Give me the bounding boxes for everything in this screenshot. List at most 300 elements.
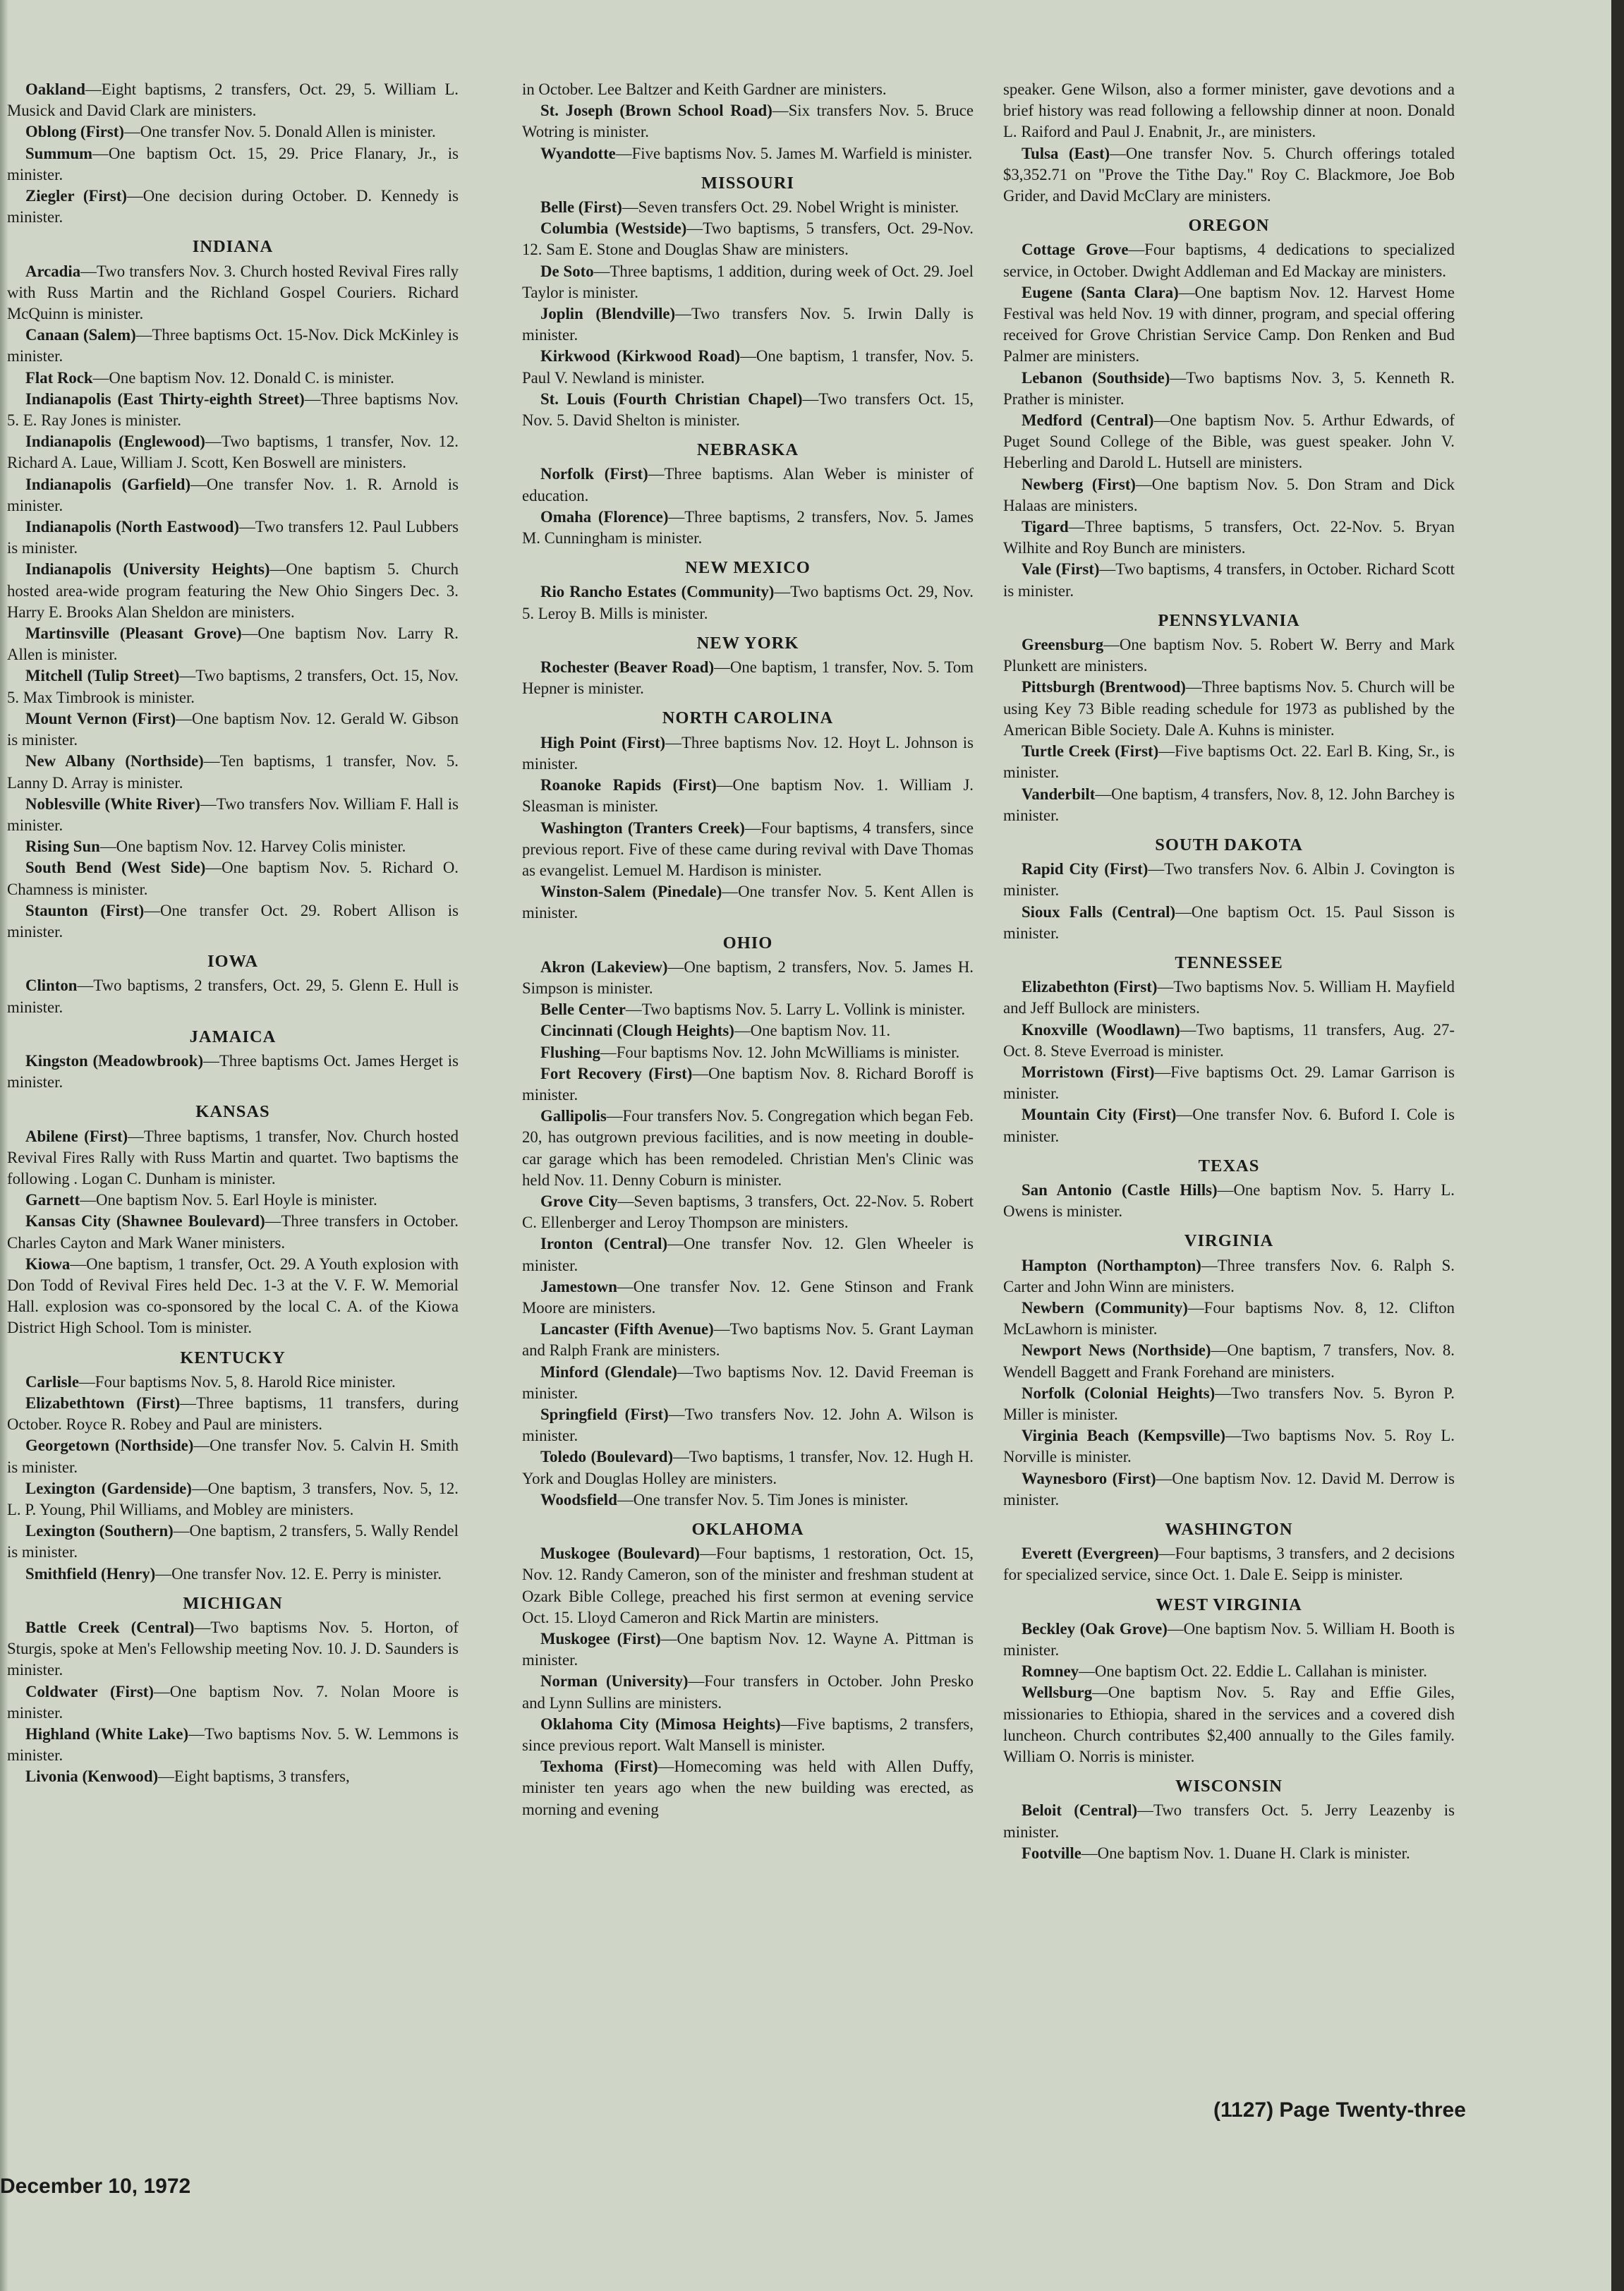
church-entry: [7, 623, 459, 665]
church-entry: [1003, 1661, 1455, 1682]
church-name: Elizabethtown (First): [25, 1394, 181, 1412]
column-3: [1003, 79, 1455, 1864]
entry-details: —One transfer Nov. 5. Kent Allen is minister.: [522, 883, 974, 922]
state-heading: TEXAS: [1198, 1156, 1260, 1175]
entry-details: —Two baptisms Nov. 5. Roy L. Norville is minister.: [1003, 1427, 1455, 1466]
state-heading: MICHIGAN: [183, 1593, 283, 1613]
church-name: Winston-Salem (Pinedale): [540, 883, 722, 901]
church-entry: [522, 657, 974, 699]
entry-details: —Two transfers Nov. 5. Irwin Dally is minister.: [522, 305, 974, 344]
entry-details: —One transfer Nov. 1. R. Arnold is minister.: [7, 475, 459, 514]
church-name: Clinton: [25, 977, 78, 995]
church-name: Newport News (Northside): [1022, 1341, 1211, 1360]
church-name: Oklahoma City (Mimosa Heights): [540, 1715, 781, 1733]
church-name: Morristown (First): [1022, 1063, 1155, 1081]
state-heading: OKLAHOMA: [691, 1520, 804, 1539]
state-heading: JAMAICA: [189, 1027, 277, 1046]
church-entry: [7, 261, 459, 325]
church-name: Hampton (Northampton): [1022, 1256, 1201, 1274]
entry-details: —One transfer Nov. 5. Calvin H. Smith is minister.: [7, 1437, 459, 1476]
entry-details: —Two baptisms Nov. 5. Grant Layman and Ralph Frank are ministers.: [522, 1320, 974, 1360]
church-entry: [7, 900, 459, 943]
church-name: Virginia Beach (Kempsville): [1022, 1427, 1225, 1445]
church-name: Kingston (Meadowbrook): [25, 1051, 204, 1070]
entry-details: —One baptism Nov. Larry R. Allen is minister.: [7, 624, 459, 664]
page-number: (1127) Page Twenty-three: [1213, 2098, 1466, 2122]
entry-details: —Three transfers Nov. 6. Ralph S. Carter and John Winn are ministers.: [1003, 1256, 1455, 1295]
church-name: Vale (First): [1022, 560, 1100, 579]
entry-details: —Two transfers Nov. 5. Byron P. Miller is minister.: [1003, 1384, 1455, 1423]
church-name: Oakland: [25, 80, 85, 98]
church-name: Pittsburgh (Brentwood): [1022, 678, 1186, 696]
church-entry: [7, 325, 459, 367]
church-entry: [1003, 1682, 1455, 1767]
church-entry: [7, 1393, 459, 1435]
church-name: Abilene (First): [25, 1127, 128, 1145]
church-name: Summum: [25, 144, 93, 162]
entry-details: —Two transfers Oct. 5. Jerry Leazenby is minister.: [1003, 1801, 1455, 1841]
church-name: Rochester (Beaver Road): [540, 658, 715, 677]
church-name: Jamestown: [540, 1277, 617, 1295]
entry-details: —One baptism Nov. 12. Harvey Colis minister.: [99, 838, 406, 856]
church-name: Footville: [1022, 1844, 1081, 1862]
church-name: Sioux Falls (Central): [1022, 902, 1176, 921]
church-entry: [522, 1276, 974, 1319]
church-entry: [522, 100, 974, 143]
entry-details: —One baptism Nov. 8. Richard Boroff is minister.: [522, 1064, 974, 1104]
church-name: Lancaster (Fifth Avenue): [540, 1320, 714, 1338]
entry-details: —One baptism Nov. 12. Harvest Home Festival was held Nov. 19 with dinner, program, and special offering received for Grove Christian Service Camp. Don Renken and Bud Palmer are ministers.: [1003, 283, 1455, 365]
church-name: Lebanon (Southside): [1022, 368, 1170, 387]
church-entry: [522, 197, 974, 218]
church-entry: [7, 1766, 459, 1787]
church-name: Noblesville (White River): [25, 794, 200, 813]
church-name: Columbia (Westside): [540, 219, 687, 238]
church-entry: [1003, 1020, 1455, 1062]
church-entry: [522, 1489, 974, 1511]
entry-details: —One baptism Nov. 5. Ray and Effie Giles, missionaries to Ethiopia, shared in the services and a covered dish luncheon. Church contributes $2,400 annually to the Giles family. William O. Norris is minister.: [1003, 1684, 1455, 1766]
church-entry: [7, 1521, 459, 1563]
church-entry: [522, 1020, 974, 1041]
church-name: Joplin (Blendville): [540, 305, 676, 323]
church-name: Wellsburg: [1022, 1684, 1093, 1702]
entry-details: —One baptism, 1 transfer, Oct. 29. A Youth explosion with Don Todd of Revival Fires held Dec. 1-3 at the V. F. W. Memorial Hall. explosion was co-sponsored by the local C. A. of the Kiowa District High School. Tom is minister.: [7, 1255, 459, 1337]
church-name: Rapid City (First): [1022, 860, 1149, 878]
church-name: Indianapolis (Englewood): [25, 433, 205, 451]
church-entry: [7, 474, 459, 516]
church-name: Waynesboro (First): [1022, 1469, 1156, 1487]
entry-details: —Two baptisms Nov. 5. Horton, of Sturgis, spoke at Men's Fellowship meeting Nov. 10. J. D. Saunders is minister.: [7, 1619, 459, 1679]
entry-details: —One baptism Nov. 5. Arthur Edwards, of Puget Sound College of the Bible, was guest speaker. John V. Heberling and Darold L. Hutsell are ministers.: [1003, 411, 1455, 472]
church-name: Arcadia: [25, 262, 81, 280]
church-name: Kansas City (Shawnee Boulevard): [25, 1212, 265, 1231]
column-1: [7, 79, 459, 1788]
entry-details: —Two transfers Nov. 6. Albin J. Covington is minister.: [1003, 860, 1455, 900]
church-entry: [7, 1478, 459, 1521]
church-entry: [7, 431, 459, 473]
church-entry: [7, 665, 459, 708]
continued-entry: [522, 79, 974, 100]
entry-details: —Two transfers 12. Paul Lubbers is minister.: [7, 518, 459, 557]
church-name: Beloit (Central): [1022, 1801, 1138, 1820]
entry-details: —One transfer Nov. 5. Church offerings totaled $3,352.71 on "Prove the Tithe Day." Roy C. Blackmore, Joe Bob Grider, and David McClary are ministers.: [1003, 144, 1455, 205]
church-entry: [522, 507, 974, 549]
entry-details: —One baptism Nov. 5. Robert W. Berry and Mark Plunkett are ministers.: [1003, 636, 1455, 675]
church-entry: [522, 143, 974, 164]
church-name: Belle (First): [540, 198, 622, 217]
entry-details: —One baptism Nov. 12. David M. Derrow is minister.: [1003, 1469, 1455, 1509]
entry-details: —Seven baptisms, 3 transfers, Oct. 22-Nov. 5. Robert C. Ellenberger and Leroy Thompson are ministers.: [522, 1192, 974, 1232]
church-name: Tigard: [1022, 518, 1069, 536]
entry-details: —Three transfers in October. Charles Cayton and Mark Waner ministers.: [7, 1212, 459, 1252]
entry-details: —One transfer Nov. 12. Gene Stinson and Frank Moore are ministers.: [522, 1277, 974, 1317]
church-name: Rio Rancho Estates (Community): [540, 583, 775, 601]
church-entry: [522, 1319, 974, 1361]
church-name: St. Joseph (Brown School Road): [540, 102, 772, 120]
entry-details: —Two baptisms Nov. 3, 5. Kenneth R. Prather is minister.: [1003, 368, 1455, 408]
church-name: San Antonio (Castle Hills): [1022, 1180, 1218, 1199]
entry-details: —Two baptisms Nov. 5. Larry L. Vollink is minister.: [625, 1001, 966, 1019]
church-entry: [7, 1211, 459, 1253]
entry-details: —One transfer Nov. 5. Tim Jones is minister.: [617, 1490, 909, 1509]
church-name: South Bend (West Side): [25, 859, 206, 877]
entry-details: speaker. Gene Wilson, also a former minister, gave devotions and a brief history was read following a fellowship dinner at noon. Donald L. Raiford and Paul J. Enabnit, Jr., are ministers.: [1003, 80, 1455, 141]
state-heading: KANSAS: [195, 1102, 270, 1122]
entry-details: —Two transfers Nov. William F. Hall is minister.: [7, 794, 459, 834]
church-entry: [1003, 516, 1455, 559]
entry-details: —One baptism Oct. 22. Eddie L. Callahan is minister.: [1079, 1662, 1427, 1681]
entry-details: —Three baptisms, 11 transfers, during October. Royce R. Robey and Paul are ministers.: [7, 1394, 459, 1434]
church-entry: [1003, 143, 1455, 207]
church-name: Everett (Evergreen): [1022, 1545, 1159, 1563]
entry-details: —Three baptisms Nov. 12. Hoyt L. Johnson is minister.: [522, 733, 974, 773]
church-entry: [7, 368, 459, 389]
church-name: High Point (First): [540, 733, 666, 751]
church-name: Indianapolis (East Thirty-eighth Street): [25, 389, 305, 408]
church-name: Oblong (First): [25, 123, 124, 141]
entry-details: —Three baptisms, 5 transfers, Oct. 22-Nov. 5. Bryan Wilhite and Roy Bunch are ministers.: [1003, 518, 1455, 557]
entry-details: —Five baptisms, 2 transfers, since previous report. Walt Mansell is minister.: [522, 1715, 974, 1755]
entry-details: —One baptism, 7 transfers, Nov. 8. Wendell Baggett and Frank Forehand are ministers.: [1003, 1341, 1455, 1381]
church-entry: [522, 1671, 974, 1713]
entry-details: —One baptism, 1 transfer, Nov. 5. Tom Hepner is minister.: [522, 658, 974, 698]
entry-details: —Homecoming was held with Allen Duffy, minister ten years ago when the new building was erected, as morning and evening: [522, 1758, 974, 1818]
church-entry: [7, 1254, 459, 1339]
church-name: Wyandotte: [540, 144, 616, 162]
church-name: Martinsville (Pleasant Grove): [25, 624, 242, 643]
state-heading: MISSOURI: [701, 173, 794, 193]
church-entry: [7, 1681, 459, 1724]
entry-details: —Two baptisms Nov. 5. W. Lemmons is minister.: [7, 1725, 459, 1765]
church-name: Kirkwood (Kirkwood Road): [540, 347, 741, 365]
church-entry: [522, 1756, 974, 1820]
page-edge: [1611, 0, 1624, 2291]
church-name: Garnett: [25, 1191, 80, 1209]
state-heading: WEST VIRGINIA: [1156, 1595, 1302, 1614]
church-entry: [1003, 741, 1455, 783]
church-entry: [1003, 474, 1455, 516]
state-heading: NEBRASKA: [696, 440, 799, 460]
church-entry: [522, 464, 974, 506]
entry-details: —One baptism Nov. 1. Duane H. Clark is minister.: [1081, 1844, 1410, 1862]
church-entry: [1003, 1340, 1455, 1382]
church-entry: [1003, 977, 1455, 1019]
church-name: Muskogee (Boulevard): [540, 1545, 701, 1563]
entry-details: —Two baptisms, 2 transfers, Oct. 29, 5. Glenn E. Hull is minister.: [7, 977, 459, 1016]
church-name: Toledo (Boulevard): [540, 1448, 674, 1466]
church-name: Kiowa: [25, 1255, 71, 1273]
entry-details: in October. Lee Baltzer and Keith Gardner are ministers.: [522, 80, 887, 98]
church-entry: [7, 708, 459, 751]
entry-details: —Two baptisms, 5 transfers, Oct. 29-Nov. 12. Sam E. Stone and Douglas Shaw are ministers.: [522, 219, 974, 259]
church-name: Eugene (Santa Clara): [1022, 283, 1179, 301]
entry-details: —Two baptisms, 1 transfer, Nov. 12. Richard A. Laue, William J. Scott, Ken Boswell are ministers.: [7, 433, 459, 472]
church-entry: [522, 261, 974, 303]
church-entry: [7, 186, 459, 228]
entry-details: —Two transfers Nov. 12. John A. Wilson is minister.: [522, 1405, 974, 1445]
state-heading: NORTH CAROLINA: [662, 708, 834, 728]
entry-details: —Two baptisms Oct. 29, Nov. 5. Leroy B. Mills is minister.: [522, 583, 974, 622]
entry-details: —One baptism Oct. 15. Paul Sisson is minister.: [1003, 902, 1455, 942]
church-entry: [522, 389, 974, 431]
church-entry: [1003, 1619, 1455, 1661]
church-name: Omaha (Florence): [540, 507, 669, 526]
church-entry: [1003, 902, 1455, 944]
state-heading: VIRGINIA: [1184, 1231, 1274, 1251]
entry-details: —Three baptisms Nov. 5. Church will be using Key 73 Bible reading schedule for 1973 as published by the American Bible Society. Dale A. Kuhns is minister.: [1003, 678, 1455, 739]
entry-details: —One baptism 5. Church hosted area-wide program featuring the New Ohio Singers Dec. 3. Harry E. Brooks Alan Sheldon are ministers.: [7, 560, 459, 621]
church-name: Coldwater (First): [25, 1682, 154, 1700]
state-heading: INDIANA: [192, 237, 274, 257]
entry-details: —One transfer Oct. 29. Robert Allison is minister.: [7, 901, 459, 941]
entry-details: —One baptism, 4 transfers, Nov. 8, 12. John Barchey is minister.: [1003, 785, 1455, 824]
church-entry: [522, 1543, 974, 1628]
entry-details: —One baptism Nov. 12. Wayne A. Pittman is minister.: [522, 1630, 974, 1669]
church-name: Tulsa (East): [1022, 144, 1110, 162]
church-name: Staunton (First): [25, 901, 145, 919]
church-entry: [1003, 410, 1455, 474]
church-name: Highland (White Lake): [25, 1725, 189, 1743]
church-entry: [7, 143, 459, 186]
entry-details: —Two baptisms, 1 transfer, Nov. 12. Hugh H. York and Douglas Holley are ministers.: [522, 1448, 974, 1487]
entry-details: —Two baptisms, 11 transfers, Aug. 27-Oct. 8. Steve Everroad is minister.: [1003, 1020, 1455, 1060]
entry-details: —Five baptisms Oct. 29. Lamar Garrison is minister.: [1003, 1063, 1455, 1103]
church-name: Fort Recovery (First): [540, 1064, 693, 1082]
church-entry: [522, 1063, 974, 1106]
church-entry: [1003, 239, 1455, 282]
church-entry: [7, 389, 459, 431]
entry-details: —Three baptisms, 2 transfers, Nov. 5. James M. Cunningham is minister.: [522, 507, 974, 548]
entry-details: —Two transfers Oct. 15, Nov. 5. David Shelton is minister.: [522, 389, 974, 430]
entry-details: —One baptism, 2 transfers, Nov. 5. James H. Simpson is minister.: [522, 957, 974, 997]
state-heading: WISCONSIN: [1175, 1777, 1283, 1796]
church-name: Cottage Grove: [1022, 241, 1129, 259]
entry-details: —Four baptisms Nov. 8, 12. Clifton McLawhorn is minister.: [1003, 1298, 1455, 1338]
church-name: Gallipolis: [540, 1107, 607, 1125]
church-entry: [522, 1191, 974, 1233]
church-entry: [7, 751, 459, 793]
state-heading: SOUTH DAKOTA: [1155, 835, 1303, 854]
entry-details: —One baptism, 3 transfers, Nov. 5, 12. L. P. Young, Phil Williams, and Mobley are ministers.: [7, 1479, 459, 1518]
entry-details: —One transfer Nov. 12. Glen Wheeler is minister.: [522, 1235, 974, 1274]
church-name: Roanoke Rapids (First): [540, 776, 717, 794]
entry-details: —One baptism Nov. 12. Gerald W. Gibson is minister.: [7, 709, 459, 749]
entry-details: —Two baptisms Nov. 12. David Freeman is minister.: [522, 1362, 974, 1402]
church-entry: [522, 1446, 974, 1489]
church-name: Grove City: [540, 1192, 618, 1210]
church-entry: [7, 516, 459, 559]
church-entry: [7, 559, 459, 623]
entry-details: —Three baptisms Oct. James Herget is minister.: [7, 1051, 459, 1092]
issue-date: December 10, 1972: [0, 2175, 191, 2198]
church-entry: [1003, 1104, 1455, 1147]
church-name: Indianapolis (Garfield): [25, 475, 191, 493]
entry-details: —One baptism Nov. 5. William H. Booth is minister.: [1003, 1619, 1455, 1660]
entry-details: —Two baptisms Nov. 5. William H. Mayfield and Jeff Bullock are ministers.: [1003, 978, 1455, 1017]
church-entry: [1003, 677, 1455, 741]
church-name: Newberg (First): [1022, 475, 1136, 493]
church-entry: [7, 1051, 459, 1093]
church-name: Akron (Lakeview): [540, 957, 668, 976]
entry-details: —Three baptisms, 1 addition, during week of Oct. 29. Joel Taylor is minister.: [522, 262, 974, 301]
entry-details: —One baptism Nov. 11.: [734, 1022, 891, 1040]
entry-details: —One baptism Oct. 15, 29. Price Flanary, Jr., is minister.: [7, 144, 459, 183]
entry-details: —Eight baptisms, 2 transfers, Oct. 29, 5. William L. Musick and David Clark are ministers.: [7, 80, 459, 120]
state-heading: IOWA: [207, 952, 259, 972]
church-entry: [522, 1628, 974, 1671]
church-entry: [522, 818, 974, 882]
entry-details: —Four baptisms, 1 restoration, Oct. 15, Nov. 12. Randy Cameron, son of the minister and freshman student at Ozark Bible College, preached his first sermon at evening service Oct. 15. Lloyd Cameron and Rick Martin are ministers.: [522, 1545, 974, 1626]
church-entry: [1003, 1180, 1455, 1222]
church-entry: [1003, 1425, 1455, 1468]
entry-details: —Four baptisms Nov. 12. John McWilliams is minister.: [600, 1043, 960, 1061]
church-entry: [1003, 1843, 1455, 1864]
church-name: Springfield (First): [540, 1405, 669, 1423]
state-heading: PENNSYLVANIA: [1158, 610, 1300, 630]
entry-details: —Ten baptisms, 1 transfer, Nov. 5. Lanny D. Array is minister.: [7, 752, 459, 792]
state-heading: NEW YORK: [696, 633, 799, 653]
church-name: Livonia (Kenwood): [25, 1767, 159, 1786]
church-name: Mitchell (Tulip Street): [25, 667, 180, 685]
state-heading: OREGON: [1188, 216, 1270, 236]
church-entry: [1003, 1468, 1455, 1511]
church-entry: [522, 1714, 974, 1756]
church-entry: [7, 1724, 459, 1766]
entry-details: —Four baptisms, 4 transfers, since previous report. Five of these came during revival with Dave Thomas as evangelist. Lemuel M. Hardison is minister.: [522, 818, 974, 879]
state-heading: TENNESSEE: [1175, 953, 1283, 972]
church-name: Indianapolis (University Heights): [25, 560, 270, 579]
entry-details: —Two baptisms, 4 transfers, in October. Richard Scott is minister.: [1003, 560, 1455, 600]
church-name: Ironton (Central): [540, 1235, 668, 1253]
church-entry: [522, 1362, 974, 1404]
church-entry: [1003, 1543, 1455, 1585]
church-name: Norfolk (First): [540, 465, 648, 483]
entry-details: —One baptism, 2 transfers, 5. Wally Rendel is minister.: [7, 1522, 459, 1561]
church-name: Newbern (Community): [1022, 1298, 1188, 1317]
entry-details: —Two baptisms, 2 transfers, Oct. 15, Nov. 5. Max Timbrook is minister.: [7, 667, 459, 706]
church-name: Rising Sun: [25, 838, 100, 856]
church-name: Belle Center: [540, 1001, 626, 1019]
entry-details: —Two transfers Nov. 3. Church hosted Revival Fires rally with Russ Martin and the Richland Gospel Couriers. Richard McQuinn is minister.: [7, 262, 459, 323]
church-entry: [522, 303, 974, 346]
state-heading: KENTUCKY: [180, 1348, 286, 1367]
church-name: Cincinnati (Clough Heights): [540, 1022, 734, 1040]
church-name: St. Louis (Fourth Christian Chapel): [540, 389, 803, 408]
church-entry: [522, 881, 974, 924]
entry-details: —Six transfers Nov. 5. Bruce Wotring is minister.: [522, 102, 974, 141]
church-entry: [7, 975, 459, 1017]
church-name: New Albany (Northside): [25, 752, 204, 770]
church-name: Smithfield (Henry): [25, 1564, 156, 1583]
church-name: Woodsfield: [540, 1490, 617, 1509]
church-entry: [522, 732, 974, 775]
entry-details: —One baptism Nov. 7. Nolan Moore is minister.: [7, 1682, 459, 1722]
church-entry: [7, 1617, 459, 1681]
church-name: Turtle Creek (First): [1022, 742, 1159, 761]
entry-details: —One baptism, 1 transfer, Nov. 5. Paul V. Newland is minister.: [522, 347, 974, 387]
entry-details: —One baptism Nov. 5. Richard O. Chamness is minister.: [7, 859, 459, 898]
church-name: Minford (Glendale): [540, 1362, 677, 1381]
entry-details: —Five baptisms Oct. 22. Earl B. King, Sr., is minister.: [1003, 742, 1455, 782]
church-entry: [7, 79, 459, 121]
entry-details: —One baptism Nov. 5. Don Stram and Dick Halaas are ministers.: [1003, 475, 1455, 514]
entry-details: —Four transfers in October. John Presko and Lynn Sullins are ministers.: [522, 1672, 974, 1712]
church-entry: [7, 1190, 459, 1211]
entry-details: —One decision during October. D. Kennedy is minister.: [7, 187, 459, 226]
church-name: Washington (Tranters Creek): [540, 818, 745, 837]
church-entry: [522, 1233, 974, 1276]
state-heading: OHIO: [722, 933, 773, 953]
church-entry: [7, 121, 459, 143]
church-name: Georgetown (Northside): [25, 1437, 194, 1455]
church-name: Carlisle: [25, 1372, 79, 1391]
church-name: Muskogee (First): [540, 1630, 661, 1648]
church-name: Texhoma (First): [540, 1758, 658, 1776]
church-entry: [1003, 559, 1455, 601]
church-name: Mount Vernon (First): [25, 709, 176, 727]
entry-details: —Four baptisms Nov. 5, 8. Harold Rice minister.: [78, 1372, 396, 1391]
church-entry: [522, 581, 974, 624]
church-entry: [7, 1126, 459, 1190]
church-name: Lexington (Gardenside): [25, 1479, 192, 1497]
church-entry: [7, 1435, 459, 1477]
church-name: Mountain City (First): [1022, 1106, 1177, 1124]
entry-details: —Four baptisms, 3 transfers, and 2 decisions for specialized service, since Oct. 1. Dale E. Seipp is minister.: [1003, 1545, 1455, 1584]
church-entry: [1003, 634, 1455, 677]
church-entry: [1003, 1383, 1455, 1425]
church-name: Battle Creek (Central): [25, 1619, 195, 1637]
entry-details: —One baptism Nov. 5. Harry L. Owens is minister.: [1003, 1180, 1455, 1221]
church-entry: [522, 1404, 974, 1446]
entry-details: —Three baptisms Nov. 5. E. Ray Jones is minister.: [7, 389, 459, 430]
church-name: Medford (Central): [1022, 411, 1154, 430]
church-entry: [1003, 1062, 1455, 1104]
entry-details: —Three baptisms. Alan Weber is minister of education.: [522, 465, 974, 504]
church-name: Ziegler (First): [25, 187, 127, 205]
entry-details: —Four baptisms, 4 dedications to specialized service, in October. Dwight Addleman and Ed Mackay are ministers.: [1003, 241, 1455, 280]
church-entry: [522, 775, 974, 817]
church-entry: [522, 1042, 974, 1063]
church-name: Lexington (Southern): [25, 1522, 174, 1540]
church-entry: [1003, 1298, 1455, 1340]
church-entry: [1003, 282, 1455, 368]
church-name: Knoxville (Woodlawn): [1022, 1020, 1180, 1039]
entry-details: —One baptism Nov. 1. William J. Sleasman is minister.: [522, 776, 974, 816]
church-name: Greensburg: [1022, 636, 1104, 654]
church-name: Romney: [1022, 1662, 1079, 1681]
church-name: Norfolk (Colonial Heights): [1022, 1384, 1216, 1402]
entry-details: —Three baptisms Oct. 15-Nov. Dick McKinley is minister.: [7, 326, 459, 365]
